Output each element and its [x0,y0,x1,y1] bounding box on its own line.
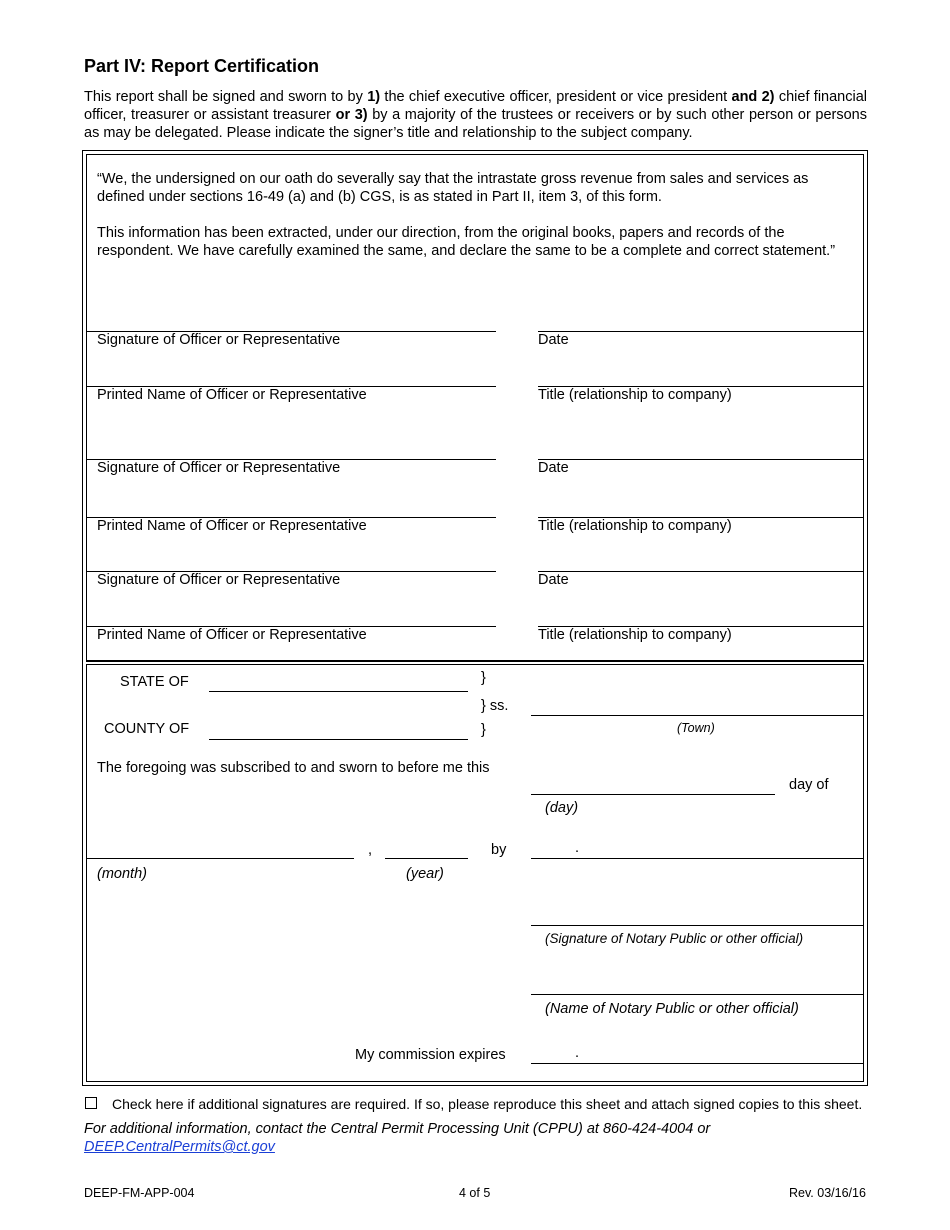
intro-text: by a majority of the trustees or receivers or by such other person or persons as may be delegated. Please indicate the signer’s title and relationship to the subject company. [84,107,867,141]
brace-bottom: } [481,722,486,738]
notary-signature-label: (Signature of Notary Public or other official) [545,931,804,946]
revision-date: Rev. 03/16/16 [789,1186,866,1200]
year-label: (year) [406,866,444,882]
additional-signatures-checkbox[interactable] [85,1097,97,1109]
printed-name-label-2: Printed Name of Officer or Representative [97,518,367,534]
notary-name-label: (Name of Notary Public or other official) [545,1001,799,1017]
date-line-3[interactable] [538,571,864,572]
commission-line[interactable] [531,1063,864,1064]
checkbox-label: Check here if additional signatures are required. If so, please reproduce this sheet and attach signed copies to this sheet. [112,1096,863,1112]
form-id: DEEP-FM-APP-004 [84,1186,195,1200]
brace-ss: } ss. [481,698,509,714]
month-label: (month) [97,866,147,882]
signature-label-1: Signature of Officer or Representative [97,332,341,348]
intro-emphasis: 1) [367,89,381,105]
page-number: 4 of 5 [459,1186,491,1200]
comma-separator: , [368,842,373,858]
email-link[interactable]: DEEP.CentralPermits@ct.gov [84,1139,275,1155]
title-label-3: Title (relationship to company) [538,627,732,643]
town-label: (Town) [677,721,715,735]
notary-signature-line[interactable] [531,925,864,926]
state-label: STATE OF [120,674,189,690]
month-line[interactable] [86,858,354,859]
intro-emphasis: and 2) [731,89,775,105]
sworn-statement: The foregoing was subscribed to and sworn to before me this [97,760,490,776]
county-label: COUNTY OF [104,721,190,737]
printed-name-label-3: Printed Name of Officer or Representative [97,627,367,643]
intro-text: This report shall be signed and sworn to by [84,89,368,105]
page-title: Part IV: Report Certification [84,56,320,76]
day-label: (day) [545,800,579,816]
title-label-1: Title (relationship to company) [538,387,732,403]
date-label-3: Date [538,572,569,588]
state-input-line[interactable] [209,691,468,692]
date-line-2[interactable] [538,459,864,460]
title-label-2: Title (relationship to company) [538,518,732,534]
contact-text: For additional information, contact the Central Permit Processing Unit (CPPU) at 860-424-4004 or [84,1121,711,1137]
intro-paragraph [84,88,867,142]
signature-label-3: Signature of Officer or Representative [97,572,341,588]
printed-name-label-1: Printed Name of Officer or Representative [97,387,367,403]
notary-name-line[interactable] [531,994,864,995]
signature-label-2: Signature of Officer or Representative [97,460,341,476]
oath-paragraph-1: “We, the undersigned on our oath do severally say that the intrastate gross revenue from sales and services as defined under sections 16-49 (a) and (b) CGS, is as stated in Part II, item 3, of this form. [97,171,809,205]
notary-section-frame [86,665,864,1082]
year-line[interactable] [385,858,468,859]
contact-info [84,1120,844,1156]
brace-top: } [481,670,486,686]
by-line-period: . [575,840,580,856]
intro-emphasis: or 3) [335,107,368,123]
day-of-label: day of [789,777,829,793]
county-input-line[interactable] [209,739,468,740]
intro-text: chief financial officer, treasurer or assistant treasurer [84,89,867,123]
by-label: by [491,842,507,858]
date-line-1[interactable] [538,331,864,332]
commission-label: My commission expires [355,1047,506,1063]
oath-paragraph-2: This information has been extracted, under our direction, from the original books, papers and records of the respondent. We have carefully examined the same, and declare the same to be a complete and correct statement.” [97,225,836,259]
day-line[interactable] [531,794,775,795]
date-label-2: Date [538,460,569,476]
intro-text: the chief executive officer, president or vice president [380,89,732,105]
date-label-1: Date [538,332,569,348]
town-line[interactable] [531,715,864,716]
by-line[interactable] [531,858,864,859]
commission-line-period: . [575,1045,580,1061]
